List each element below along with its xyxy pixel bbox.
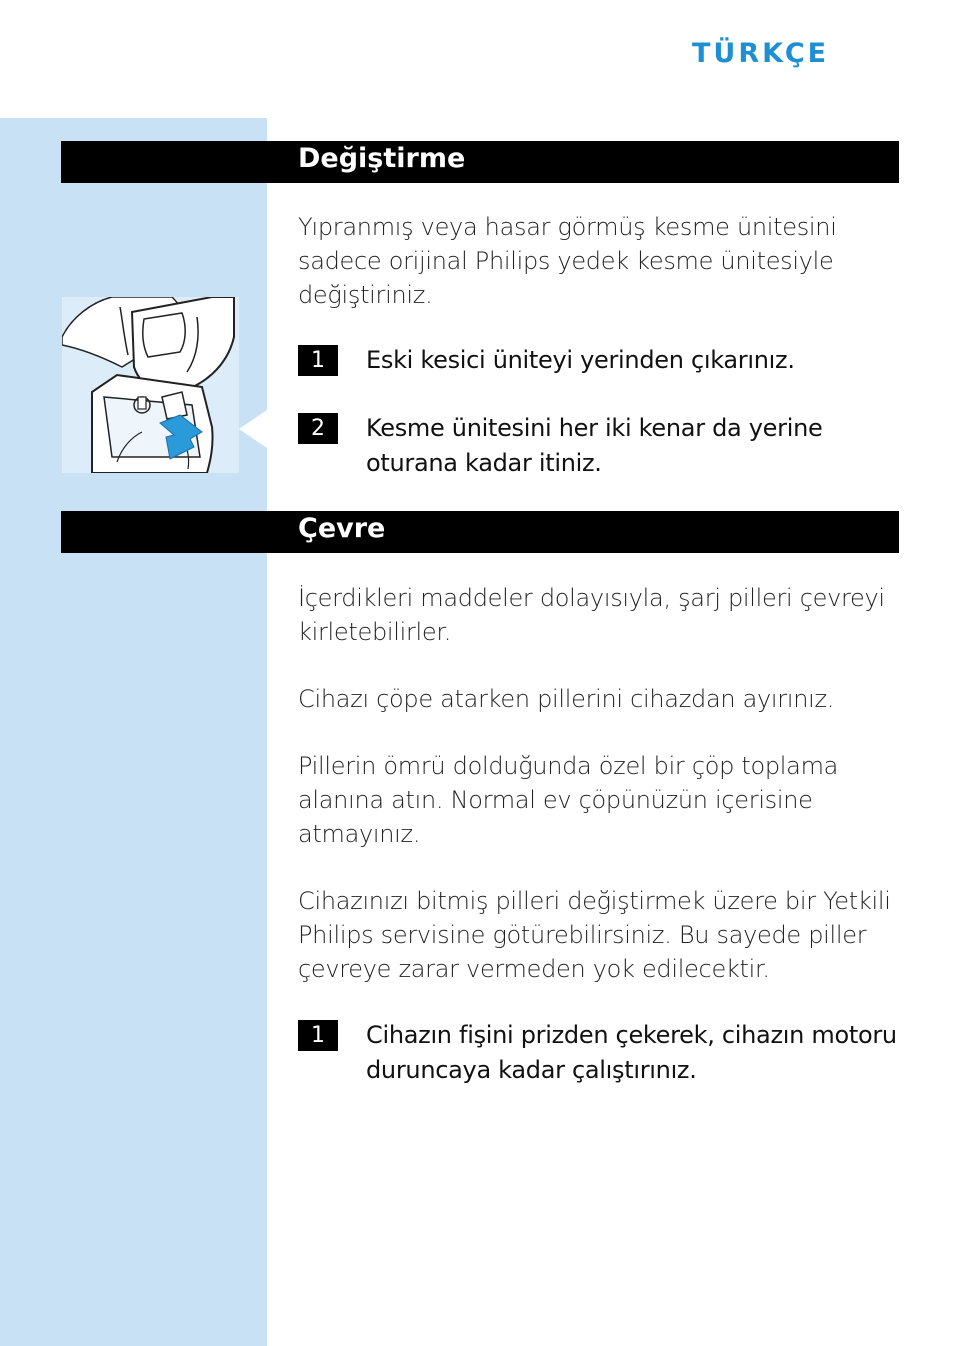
language-label: TÜRKÇE <box>692 38 830 69</box>
section-paragraph: Pillerin ömrü dolduğunda özel bir çöp toplama alanına atın. Normal ev çöpünüzün içerisine atmayınız. <box>298 752 839 848</box>
section-paragraph: Cihazı çöpe atarken pillerini cihazdan ayırınız. <box>298 685 835 713</box>
shaver-cutter-replacement-illustration <box>62 297 239 473</box>
section-title: Çevre <box>298 513 386 544</box>
section-header-degistirme <box>61 141 899 183</box>
section-title: Değiştirme <box>298 143 466 174</box>
section-paragraph: Yıpranmış veya hasar görmüş kesme ünitesini sadece orijinal Philips yedek kesme ünitesiyle değiştiriniz. <box>298 213 837 309</box>
step-number: 1 <box>298 345 338 376</box>
section-paragraph: Cihazınızı bitmiş pilleri değiştirmek üzere bir Yetkili Philips servisine götürebilirsiniz. Bu sayede piller çevreye zarar vermeden yok edilecektir. <box>298 887 891 983</box>
section-paragraph: İçerdikleri maddeler dolayısıyla, şarj pilleri çevreyi kirletebilirler. <box>298 584 885 646</box>
section-header-cevre <box>61 511 899 553</box>
step-number: 2 <box>298 413 338 444</box>
step-number: 1 <box>298 1020 338 1051</box>
illustration-pointer <box>239 410 267 448</box>
step-text: Kesme ünitesini her iki kenar da yerine oturana kadar itiniz. <box>366 414 823 477</box>
step-text: Eski kesici üniteyi yerinden çıkarınız. <box>366 346 795 374</box>
step-text: Cihazın fişini prizden çekerek, cihazın motoru duruncaya kadar çalıştırınız. <box>366 1021 897 1084</box>
